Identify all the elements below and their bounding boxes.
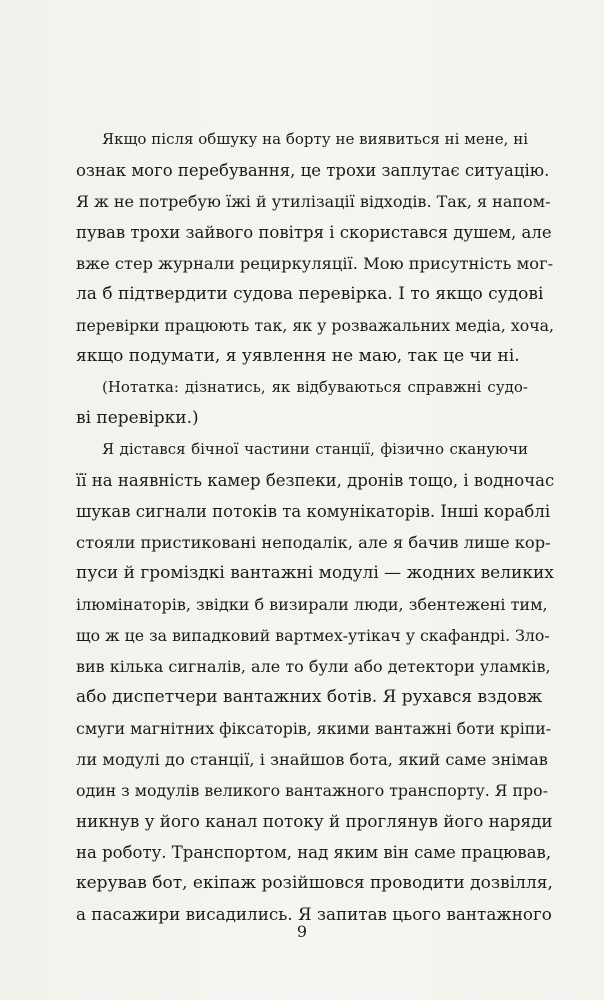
text-line: якщо подумати, я уявлення не маю, так це чи ні. xyxy=(76,346,520,366)
text-line: що ж це за випадковий вартмех-утікач у скафандрі. Зло- xyxy=(76,626,550,645)
paragraph-2 xyxy=(76,372,528,434)
text-line: Я дістався бічної частини станції, фізично скануючи xyxy=(102,440,528,458)
text-line: пуси й громіздкі вантажні модулі — жодних великих xyxy=(76,563,554,583)
text-line: смуги магнітних фіксаторів, якими вантажні боти кріпи- xyxy=(76,719,552,738)
text-line: вив кілька сигналів, але то були або детектори уламків, xyxy=(76,657,551,676)
text-line: ві перевірки.) xyxy=(76,408,199,428)
text-line: на роботу. Транспортом, над яким він саме працював, xyxy=(76,843,552,862)
text-line: ли модулі до станції, і знайшов бота, який саме знімав xyxy=(76,750,548,769)
text-line: пував трохи зайвого повітря і скористався душем, але xyxy=(76,223,552,242)
text-line: або диспетчери вантажних ботів. Я рухався вздовж xyxy=(76,687,543,707)
text-line: шукав сигнали потоків та комунікаторів. Інші кораблі xyxy=(76,502,551,521)
paragraph-3 xyxy=(76,434,555,930)
text-line: никнув у його канал потоку й проглянув його наряди xyxy=(76,811,553,831)
text-line: (Нотатка: дізнатись, як відбуваються справжні судо- xyxy=(102,378,528,396)
text-line: Якщо після обшуку на борту не виявиться ні мене, ні xyxy=(102,130,528,148)
text-line: ілюмінаторів, звідки б визирали люди, збентежені тим, xyxy=(76,595,548,614)
text-line: стояли пристиковані неподалік, але я бачив лише кор- xyxy=(76,533,551,552)
paragraph-1 xyxy=(76,124,555,372)
text-line: Я ж не потребую їжі й утилізації відходів. Так, я напом- xyxy=(76,192,551,211)
text-line: ознак мого перебування, це трохи заплутає ситуацію. xyxy=(76,161,550,180)
text-line: а пасажири висадились. Я запитав цього вантажного xyxy=(76,904,552,924)
text-line: ла б підтвердити судова перевірка. І то якщо судові xyxy=(76,284,544,304)
page-number: 9 xyxy=(296,922,308,941)
text-line: перевірки працюють так, як у розважальних медіа, хоча, xyxy=(76,316,555,335)
body-text xyxy=(76,124,555,930)
text-line: керував бот, екіпаж розійшовся проводити дозвілля, xyxy=(76,873,553,893)
text-line: вже стер журнали рециркуляції. Мою присутність мог- xyxy=(76,254,554,273)
text-line: її на наявність камер безпеки, дронів тощо, і водночас xyxy=(76,471,555,490)
text-line: один з модулів великого вантажного транспорту. Я про- xyxy=(76,781,548,800)
